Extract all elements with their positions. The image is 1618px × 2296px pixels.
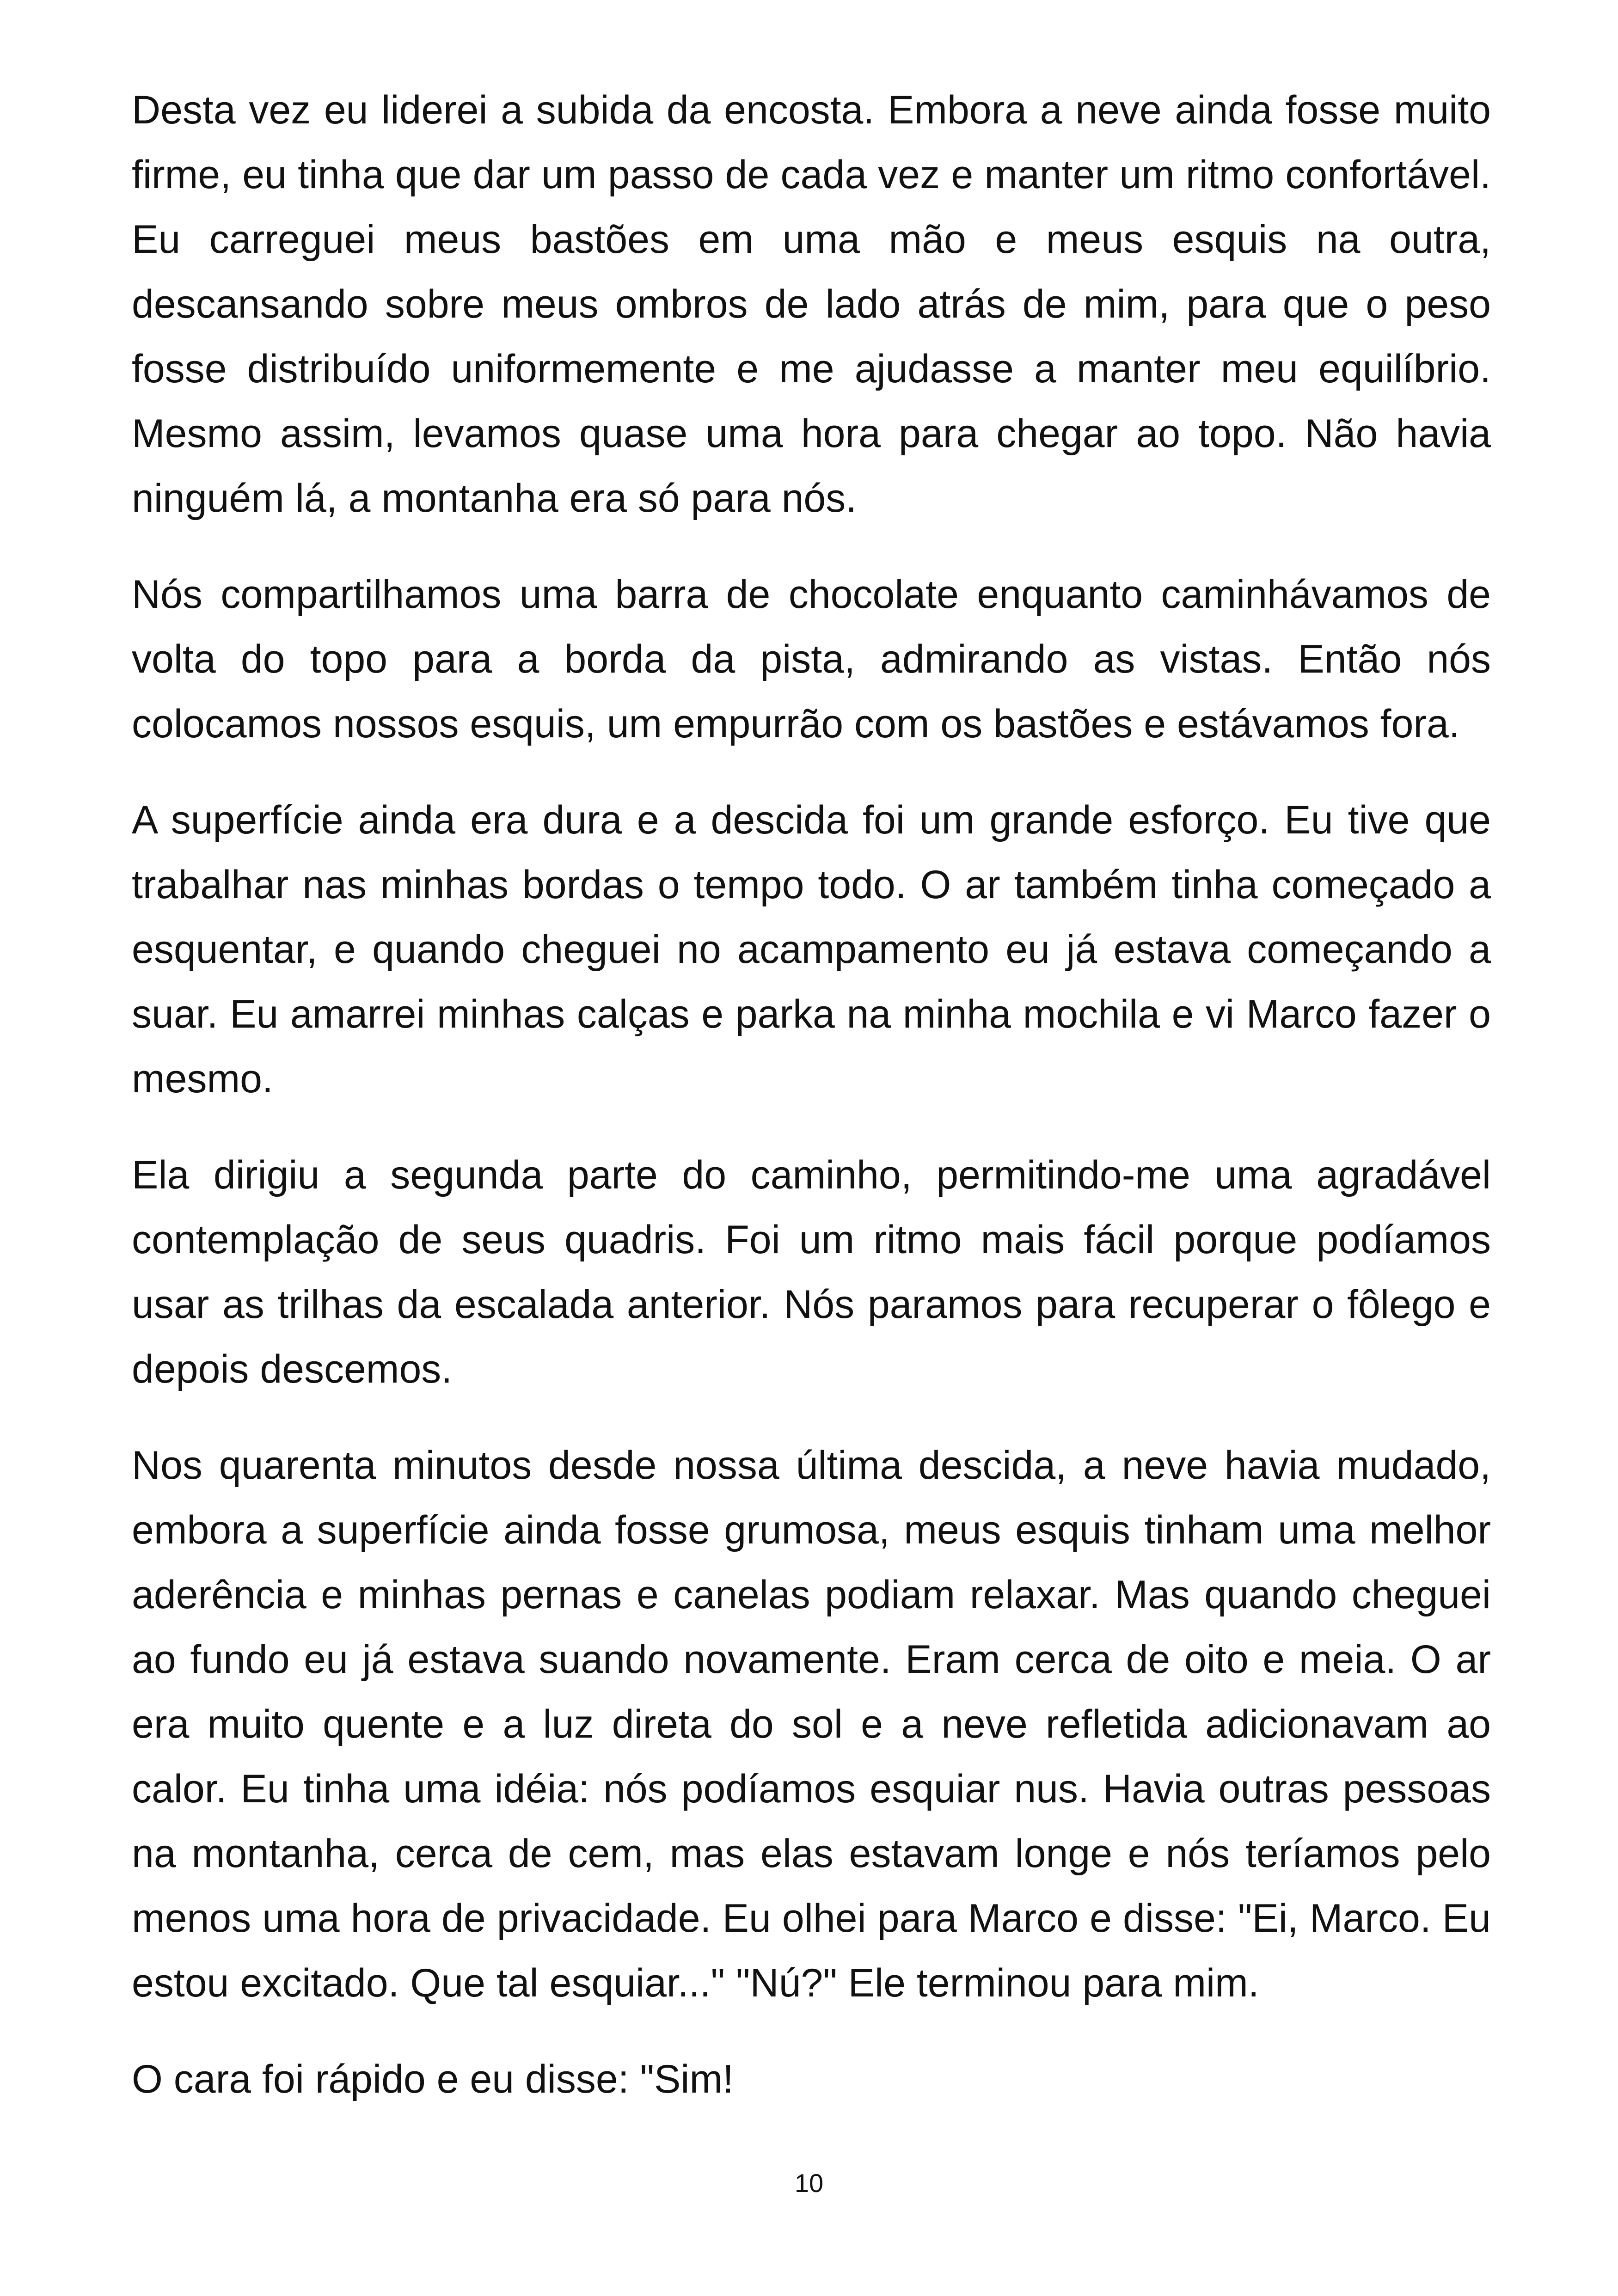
page-number: 10 [794, 2168, 824, 2198]
paragraph-1: Desta vez eu liderei a subida da encosta. Embora a neve ainda fosse muito firme, eu tinha que dar um passo de cada vez e manter um ritmo confortável. Eu carreguei meus bastões em uma mão e meus esquis na outra, descansando sobre meus ombros de lado atrás de mim, para que o peso fosse distribuído uniformemente e me ajudasse a manter meu equilíbrio. Mesmo assim, levamos quase uma hora para chegar ao topo. Não havia ninguém lá, a montanha era só para nós. [132, 88, 1491, 520]
paragraph-3: A superfície ainda era dura e a descida foi um grande esforço. Eu tive que trabalhar nas minhas bordas o tempo todo. O ar também tinha começado a esquentar, e quando cheguei no acampamento eu já estava começando a suar. Eu amarrei minhas calças e parka na minha mochila e vi Marco fazer o mesmo. [132, 798, 1491, 1101]
body-text [132, 78, 1491, 2112]
paragraph-5: Nos quarenta minutos desde nossa última descida, a neve havia mudado, embora a superfície ainda fosse grumosa, meus esquis tinham uma melhor aderência e minhas pernas e canelas podiam relaxar. Mas quando cheguei ao fundo eu já estava suando novamente. Eram cerca de oito e meia. O ar era muito quente e a luz direta do sol e a neve refletida adicionavam ao calor. Eu tinha uma idéia: nós podíamos esquiar nus. Havia outras pessoas na montanha, cerca de cem, mas elas estavam longe e nós teríamos pelo menos uma hora de privacidade. Eu olhei para Marco e disse: "Ei, Marco. Eu estou excitado. Que tal esquiar..." "Nú?" Ele terminou para mim. [132, 1443, 1491, 2005]
paragraph-2: Nós compartilhamos uma barra de chocolate enquanto caminhávamos de volta do topo para a borda da pista, admirando as vistas. Então nós colocamos nossos esquis, um empurrão com os bastões e estávamos fora. [132, 572, 1491, 746]
paragraph-4: Ela dirigiu a segunda parte do caminho, permitindo-me uma agradável contemplação de seus quadris. Foi um ritmo mais fácil porque podíamos usar as trilhas da escalada anterior. Nós paramos para recuperar o fôlego e depois descemos. [132, 1153, 1491, 1391]
paragraph-6: O cara foi rápido e eu disse: "Sim! [132, 2057, 734, 2101]
